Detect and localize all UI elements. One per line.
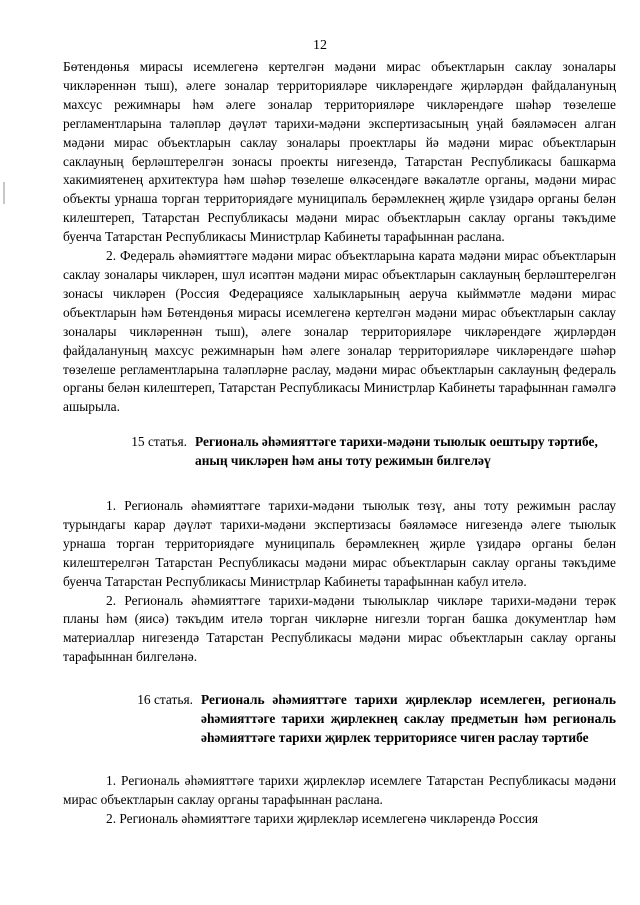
article-16-paragraph-2: 2. Региональ әһәмияттәге тарихи җирлекләр исемлегенә чикләрендә Россия bbox=[106, 810, 539, 826]
page-number: 12 bbox=[313, 38, 327, 53]
article-16-title: Региональ әһәмияттәге тарихи җирлекләр исемлеген, региональ әһәмияттәге тарихи җирлекнең саклау предметын һәм региональ әһәмияттәге тарихи җирлек территориясе чиген раслау тәртибе bbox=[201, 692, 616, 745]
article-15-title: Региональ әһәмияттәге тарихи-мәдәни тыюлык оештыру тәртибе, аның чикләрен һәм аны тоту режимын билгеләү bbox=[195, 434, 598, 469]
article-15-paragraph-1: 1. Региональ әһәмияттәге тарихи-мәдәни тыюлык төзү, аны тоту режимын раслау турындагы карар дәүләт тарихи-мәдәни экспертизасы бәяләмәсе нигезендә әлеге тыюлык урнаша торган территориядәге муниципаль берәмлекнең җирле үзидарә органы белән килештерелгән Татарстан Республикасы мәдәни мирас объектларын саклау органы тәкъдиме буенча Татарстан Республикасы Министрлар Кабинеты тарафыннан кабул ителә. bbox=[63, 498, 616, 589]
article-15-number: 15 статья. bbox=[131, 434, 187, 450]
document-body bbox=[63, 58, 616, 829]
paragraph-continuation: Бөтендөнья мирасы исемлегенә кертелгән мәдәни мирас объектларын саклау зоналары чикләреннән тыш), әлеге зоналар территорияләре чикләрендәге җирләрдән файдалануның махсус режимнары һәм әлеге зоналар территорияләре чикләрендәге шәһәр төзелеше регламентларына таләпләр дәүләт тарихи-мәдәни экспертизасының уңай бәяләмәсен алган мәдәни мирас объектларын саклау зоналары проектлары йә мәдәни мирас объектларын саклауның берләштерелгән зонасы проекты нигезендә, Татарстан Республикасы башкарма хакимиятенең архитектура һәм шәһәр төзелеше өлкәсендәге вәкаләтле органы, мәдәни мирас объекты урнаша торган территориядәге муниципаль берәмлекнең җирле үзидарә органы белән килештереп, Татарстан Республикасы мәдәни мирас объектларын саклау органы тәкъдиме буенча Татарстан Республикасы Министрлар Кабинеты тарафыннан раслана. bbox=[63, 59, 616, 245]
article-15-paragraph-2: 2. Региональ әһәмияттәге тарихи-мәдәни тыюлыклар чикләре тарихи-мәдәни терәк планы һәм (яисә) тәкъдим ителә торган чикләрне нигезли торган башка документлар һәм материаллар нигезендә Татарстан Республикасы мәдәни мирас объектларын саклау органы тарафыннан билгеләнә. bbox=[63, 592, 616, 665]
paragraph-federal-zones: 2. Федераль әһәмияттәге мәдәни мирас объектларына карата мәдәни мирас объектларын саклау зоналары чикләрен, шул исәптән мәдәни мирас объектларын саклауның берләштерелгән зонасы чикләрен (Россия Федерациясе халыкларының аеруча кыйммәтле мәдәни мирас объектларын һәм Бөтендөнья мирасы исемлегенә кертелгән мәдәни мирас объектларын саклау зоналары чикләреннән тыш), әлеге зоналар территорияләре чикләрендәге җирләрдән файдалануның махсус режимнарын һәм әлеге зоналар территорияләре чикләрендәге шәһәр төзелеше регламентларына таләпләрне раслау, мәдәни мирас объектларын саклауның федераль органы белән килештереп, Татарстан Республикасы Министрлар Кабинеты тарафыннан гамәлгә ашырыла. bbox=[63, 248, 616, 415]
article-15-heading bbox=[63, 433, 616, 471]
article-16-number: 16 статья. bbox=[137, 692, 193, 708]
scan-margin-mark bbox=[3, 182, 5, 204]
article-16-heading bbox=[63, 691, 616, 748]
article-16-paragraph-1: 1. Региональ әһәмияттәге тарихи җирлекләр исемлеге Татарстан Республикасы мәдәни мирас объектларын саклау органы тарафыннан раслана. bbox=[63, 772, 616, 807]
